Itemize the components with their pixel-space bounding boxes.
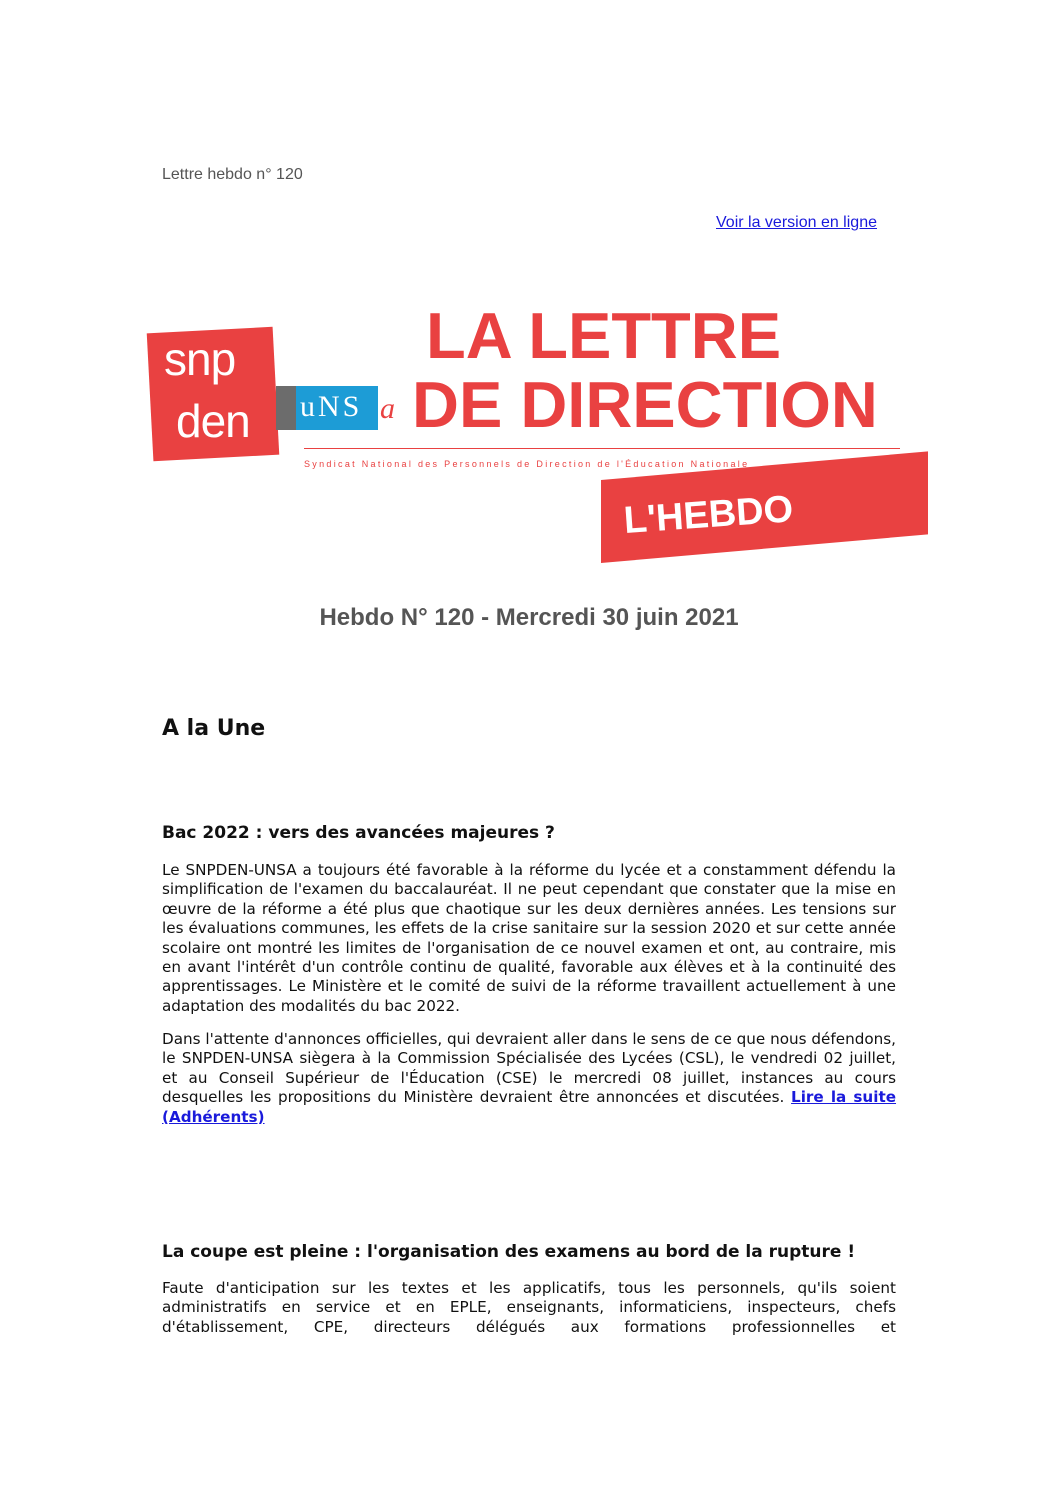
logo-text-den: den [176, 395, 250, 447]
article-paragraph [162, 1030, 896, 1127]
article-paragraph: Faute d'anticipation sur les textes et les applicatifs, tous les personnels, qu'ils soient administratifs en service et en EPLE, enseignants, informaticiens, inspecteurs, chefs d'établissement, CPE, directeurs délégués aux formations professionnelles et [162, 1279, 896, 1336]
hebdo-label: L'HEBDO [622, 488, 795, 542]
section-title: A la Une [162, 716, 266, 741]
unsa-logo-letters: uNS [300, 390, 363, 423]
article-title: Bac 2022 : vers des avancées majeures ? [162, 823, 555, 843]
view-online-link[interactable]: Voir la version en ligne [716, 214, 877, 231]
unsa-logo-a: a [380, 392, 395, 425]
article-paragraph-text: Dans l'attente d'annonces officielles, qui devraient aller dans le sens de ce que nous défendons, le SNPDEN-UNSA siègera à la Commission Spécialisée des Lycées (CSL), le vendredi 02 juillet, et au Conseil Supérieur de l'Éducation (CSE) le mercredi 08 juillet, instances au cours desquelles les propositions du Ministère devraient être annoncées et discutées. [162, 1030, 896, 1107]
banner-divider [304, 448, 900, 449]
article-paragraph: Le SNPDEN-UNSA a toujours été favorable à la réforme du lycée et a constamment défendu la simplification de l'examen du baccalauréat. Il ne peut cependant que constater que la mise en œuvre de la réforme a été plus que chaotique sur les deux dernières années. Les tensions sur les évaluations communes, les effets de la crise sanitaire sur la session 2020 et sur cette année scolaire ont montré les limites de l'organisation de ce nouvel examen et ont, au contraire, mis en avant l'intérêt d'un contrôle continu de qualité, favorable aux élèves et à la continuité des apprentissages. Le Ministère et le comité de suivi de la réforme travaillent actuellement à une adaptation des modalités du bac 2022. [162, 861, 896, 1015]
read-more-link[interactable]: Lire la suite (Adhérents) [162, 1088, 897, 1126]
unsa-logo [276, 386, 400, 430]
banner-headline-line1: LA LETTRE [426, 299, 782, 372]
banner-subtitle: Syndicat National des Personnels de Direction de l'Éducation Nationale [304, 459, 750, 469]
logo-text-snp: snp [164, 333, 236, 385]
issue-line: Hebdo N° 120 - Mercredi 30 juin 2021 [319, 604, 739, 631]
newsletter-pre-title: Lettre hebdo n° 120 [162, 166, 303, 183]
banner-headline-line2: DE DIRECTION [412, 368, 878, 441]
article-title: La coupe est pleine : l'organisation des examens au bord de la rupture ! [162, 1242, 856, 1262]
